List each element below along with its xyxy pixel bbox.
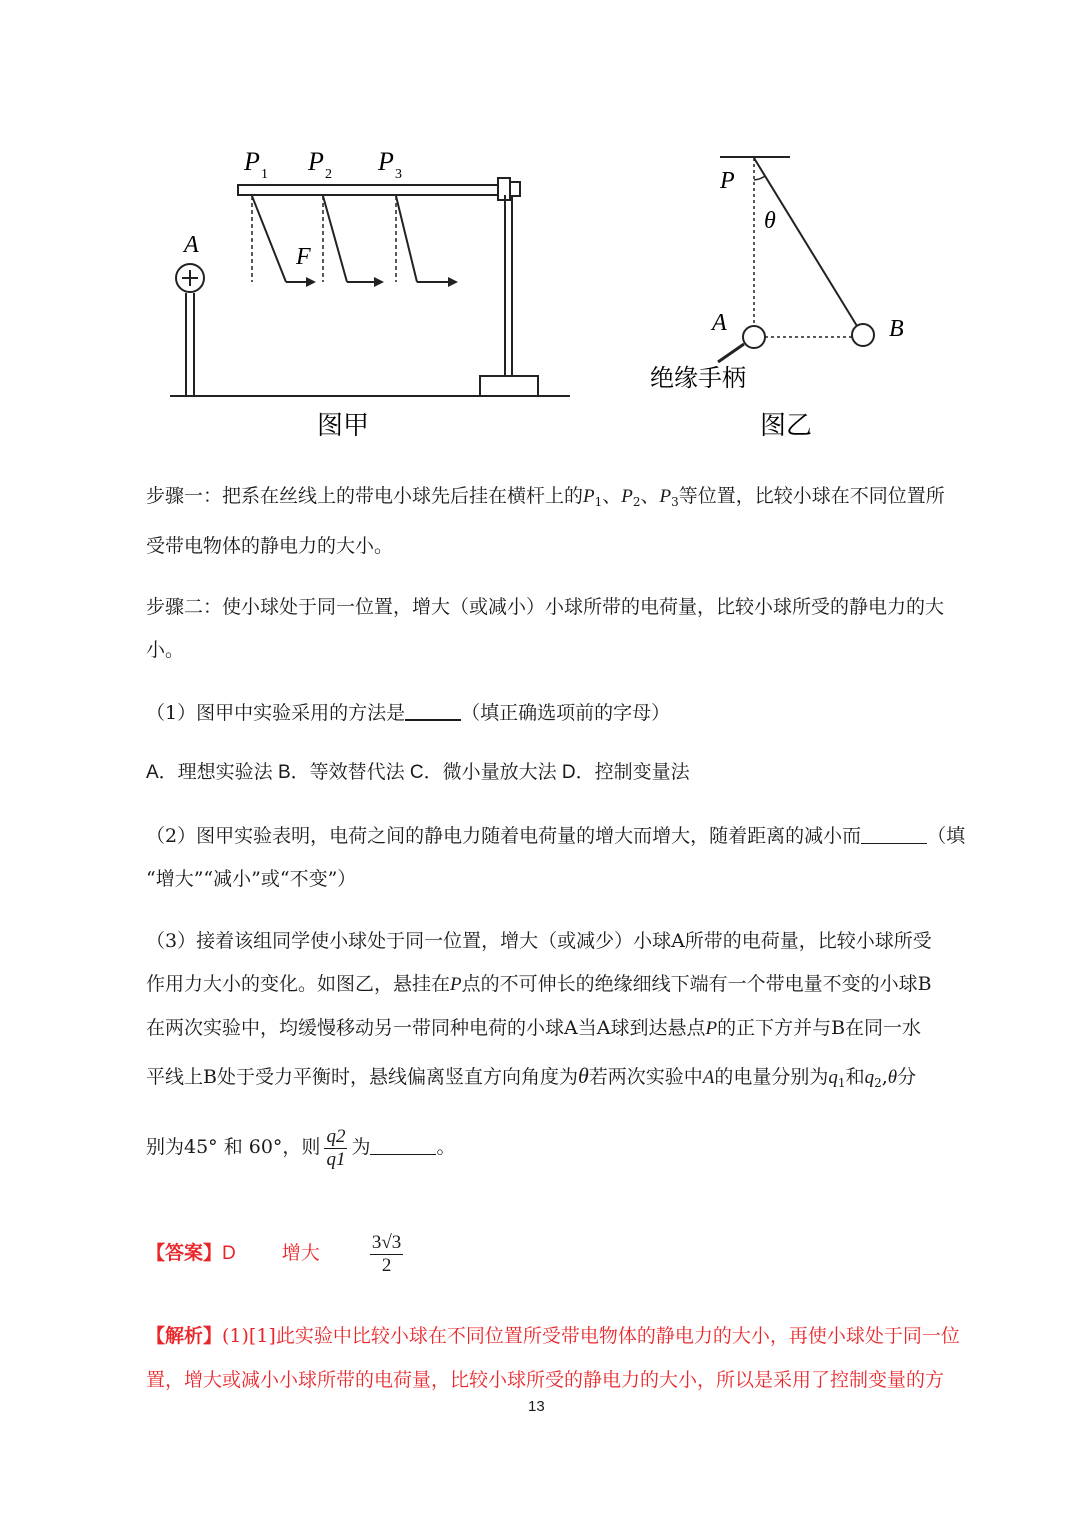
answer-blank-2[interactable] [861,825,927,844]
thread-2 [323,196,347,282]
answer-label: 【答案】 [146,1242,223,1264]
caption-jia: 图甲 [317,411,370,440]
p2-label: P [308,147,324,176]
label-a: A [184,232,199,258]
question-1: （1）图甲中实验采用的方法是 （填正确选项前的字母） [146,702,671,724]
question-3-line4: 平线上B处于受力平衡时，悬线偏离竖直方向角度为θ若两次实验中A的电量分别为$q_1$和$q_2,\theta$分 [146,1063,917,1090]
fraction-q2-q1: $\frac{q2}{q1}$ [326,1125,346,1170]
step2-line2: 小。 [146,639,185,661]
figure-jia [160,140,590,445]
step2-line1: 步骤二：使小球处于同一位置，增大（或减小）小球所带的电荷量，比较小球所受的静电力的大 [146,596,945,618]
label-f: F [296,244,311,270]
theta-arc [754,176,765,180]
arrowhead-1 [306,277,316,287]
question-3-line5: 别为45° 和 60°，则 $\frac{q2}{q1}$ 为 。 [146,1125,456,1170]
question-3-line3: 在两次实验中，均缓慢移动另一带同种电荷的小球A当A球到达悬点P的正下方并与B在同一水 [146,1017,922,1039]
p1-label: P [244,147,260,176]
analysis-line2: 置，增大或减小小球所带的电荷量，比较小球所受的静电力的大小，所以是采用了控制变量的方 [146,1369,945,1391]
answer-blank-1[interactable] [405,701,461,721]
caption-yi: 图乙 [760,411,813,440]
thread-1 [252,196,286,282]
question-3-line2: 作用力大小的变化。如图乙，悬挂在P点的不可伸长的绝缘细线下端有一个带电量不变的小球B [146,973,932,995]
arrowhead-3 [448,277,458,287]
arrowhead-2 [374,277,384,287]
question-2-line2: “增大”“减小”或“不变”） [146,868,357,890]
question-3-line1: （3）接着该组同学使小球处于同一位置，增大（或减少）小球A所带的电荷量，比较小球所受 [146,930,932,952]
analysis-label: 【解析】 [146,1325,223,1347]
page-number: 13 [528,1398,545,1415]
crossbar [238,185,506,195]
p-symbol: P [583,486,595,507]
stand-base [480,376,538,396]
clamp-screw [510,182,520,196]
p3-sub: 3 [395,167,402,182]
answer-blank-3[interactable] [370,1136,436,1155]
analysis-line1: 【解析】(1)[1]此实验中比较小球在不同位置所受带电物体的静电力的大小，再使小球处于同一位 [146,1325,960,1347]
suspension-thread [754,158,857,326]
options-line: A．理想实验法 B．等效替代法 C．微小量放大法 D．控制变量法 [146,762,690,783]
label-a-yi: A [712,310,727,336]
answer-line: 【答案】D 增大 $\frac{3√3}{2}$ [146,1231,402,1276]
p3-label: P [378,147,394,176]
p2-sub: 2 [325,167,332,182]
thread-3 [396,196,417,282]
label-p: P [720,168,735,194]
figure-yi [640,140,930,445]
insulating-handle [718,344,744,362]
p1-sub: 1 [261,167,268,182]
label-b: B [889,316,904,342]
question-2-line1: （2）图甲实验表明，电荷之间的静电力随着电荷量的增大而增大，随着距离的减小而 （填 [146,825,966,847]
step1-line1: 步骤一：把系在丝线上的带电小球先后挂在横杆上的$P_1$、$P_2$、$P_3$等位置，比较小球在不同位置所 [146,485,945,509]
ball-b [852,324,874,346]
ball-a [743,326,765,348]
label-theta: θ [764,208,776,234]
answer-fraction: $\frac{3√3}{2}$ [371,1231,402,1276]
step1-line2: 受带电物体的静电力的大小。 [146,535,394,557]
handle-label: 绝缘手柄 [650,366,746,392]
